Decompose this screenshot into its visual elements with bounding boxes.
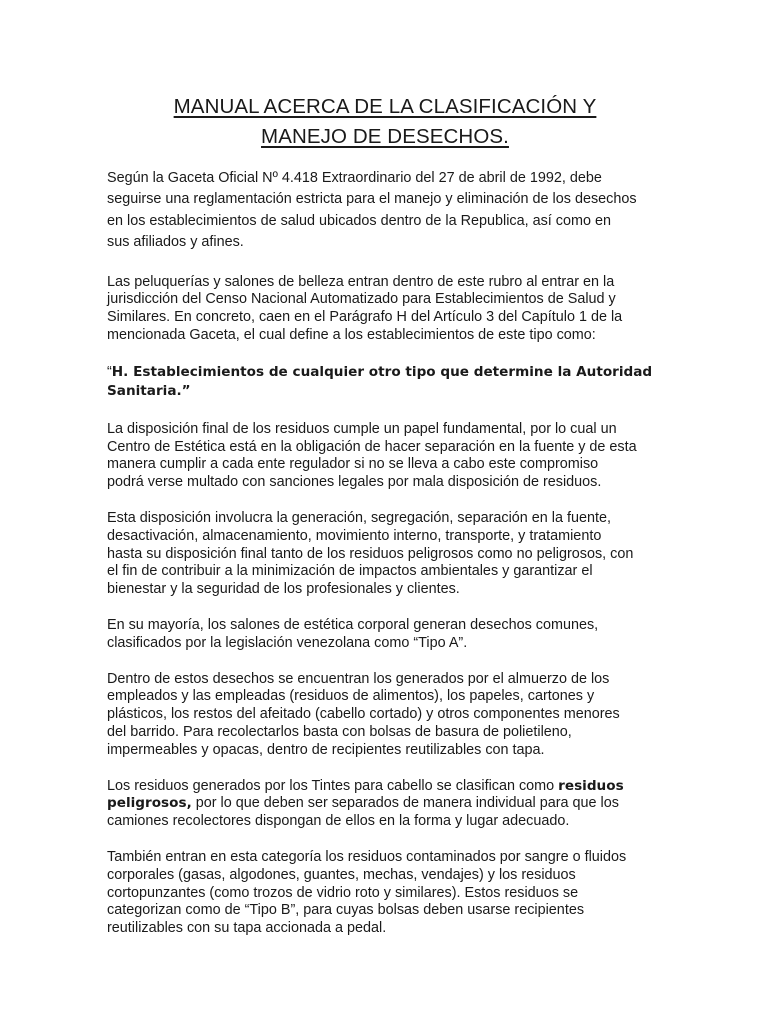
- quote-paragrafo-h: [107, 363, 663, 401]
- document-page: [107, 92, 663, 956]
- paragraph-desechos-comunes: Dentro de estos desechos se encuentran los generados por el almuerzo de los empleados y las empleadas (residuos de alimentos), los papeles, cartones y plásticos, los restos del afeitado (cabello cortado) y otros componentes menores del barrido. Para recolectarlos basta con bolsas de basura de polietileno, impermeables y opacas, dentro de recipientes reutilizables con tapa.: [107, 670, 620, 758]
- paragraph-peluquerias: Las peluquerías y salones de belleza entran dentro de este rubro al entrar en la jurisdicción del Censo Nacional Automatizado para Establecimientos de Salud y Similares. En concreto, caen en el Parágrafo H del Artículo 3 del Capítulo 1 de la mencionada Gaceta, el cual define a los establecimientos de este tipo como:: [107, 273, 623, 344]
- paragraph-tipo-a: En su mayoría, los salones de estética corporal generan desechos comunes, clasificados por la legislación venezolana como “Tipo A”.: [107, 616, 599, 651]
- paragraph-residuos-peligrosos: [107, 778, 663, 831]
- bold-peligrosos: peligrosos,: [107, 795, 192, 812]
- paragraph-tipo-b: También entran en esta categoría los residuos contaminados por sangre o fluidos corporales (gasas, algodones, guantes, mechas, vendajes) y los residuos cortopunzantes (como trozos de vidrio roto y similares). Estos residuos se categorizan como de “Tipo B”, para cuyas bolsas deben usarse recipientes reutilizables con su tapa accionada a pedal.: [107, 848, 627, 937]
- title-line-2: MANEJO DE DESECHOS.: [261, 125, 509, 148]
- paragraph-disposicion-involucra: Esta disposición involucra la generación, segregación, separación en la fuente, desactivación, almacenamiento, movimiento interno, transporte, y tratamiento hasta su disposición final tanto de los residuos peligrosos como no peligrosos, con el fin de contribuir a la minimización de impactos ambientales y garantizar el bienestar y la seguridad de los profesionales y clientes.: [107, 510, 634, 598]
- quote-text: H. Establecimientos de cualquier otro tipo que determine la Autoridad Sanitaria.”: [107, 363, 653, 399]
- document-title: [107, 92, 663, 152]
- quote-open-mark: “: [107, 363, 112, 380]
- paragraph-disposicion-final: La disposición final de los residuos cumple un papel fundamental, por lo cual un Centro de Estética está en la obligación de hacer separación en la fuente y de esta manera cumplir a cada ente regulador si no se lleva a cabo este compromiso podrá verse multado con sanciones legales por mala disposición de residuos.: [107, 420, 637, 491]
- text-segment: por lo que deben ser separados de manera individual para que los camiones recolectores dispongan de ellos en la forma y lugar adecuado.: [107, 795, 619, 830]
- title-line-1: MANUAL ACERCA DE LA CLASIFICACIÓN Y: [173, 95, 597, 118]
- text-segment: Los residuos generados por los Tintes para cabello se clasifican como: [107, 777, 559, 794]
- paragraph-gaceta: Según la Gaceta Oficial Nº 4.418 Extraordinario del 27 de abril de 1992, debe seguirse una reglamentación estricta para el manejo y eliminación de los desechos en los establecimientos de salud ubicados dentro de la Republica, así como en sus afiliados y afines.: [107, 170, 637, 251]
- bold-residuos: residuos: [558, 777, 624, 794]
